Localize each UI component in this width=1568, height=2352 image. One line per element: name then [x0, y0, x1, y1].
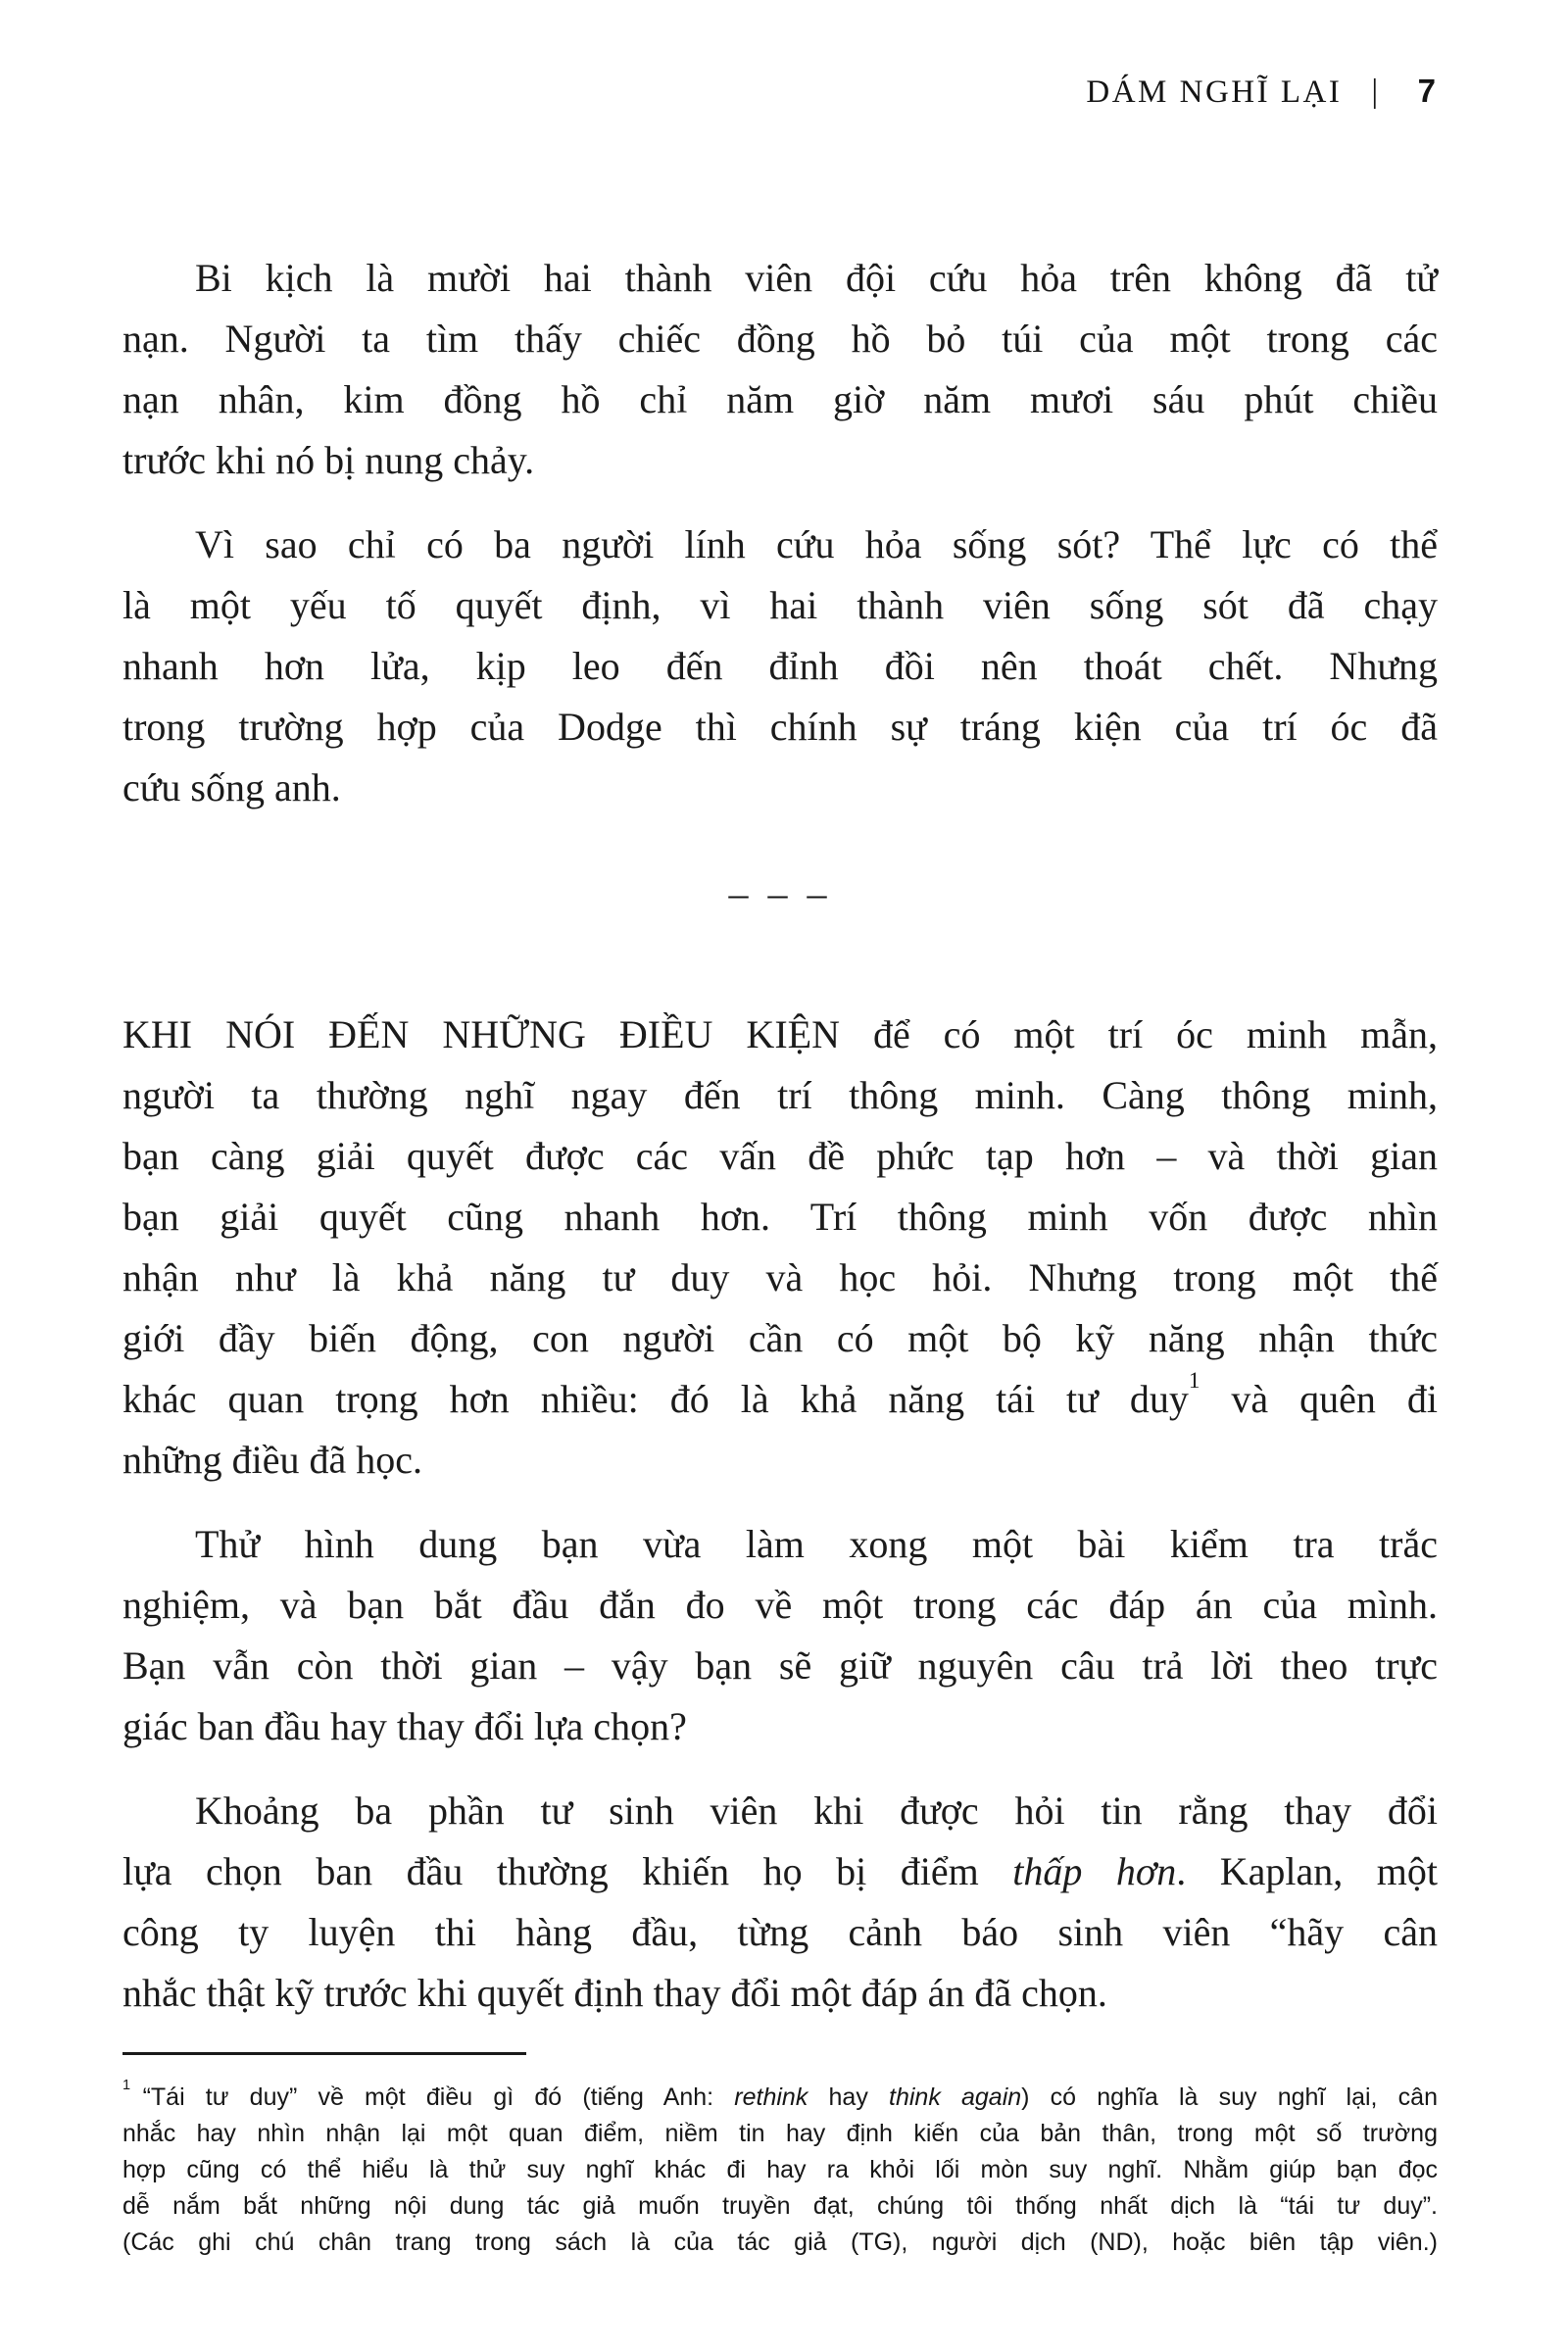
body-text-line: những điều đã học. [122, 1438, 423, 1482]
paragraph [122, 1514, 1438, 1757]
body-text-line: là một yếu tố quyết định, vì hai thành viên sống sót đã chạy [122, 583, 1438, 627]
paragraph [122, 1004, 1438, 1491]
footnote-line: (Các ghi chú chân trang trong sách là của tác giả (TG), người dịch (ND), hoặc biên tập viên.) [122, 2229, 1438, 2256]
footnote-rule [122, 2052, 526, 2055]
body-text-line: nhanh hơn lửa, kịp leo đến đỉnh đồi nên thoát chết. Nhưng [122, 644, 1438, 688]
running-head-divider: | [1371, 74, 1381, 110]
body-text-line: Khoảng ba phần tư sinh viên khi được hỏi tin rằng thay đổi [195, 1788, 1438, 1833]
page-body [122, 248, 1438, 2047]
footnote-section [122, 2052, 1438, 2261]
body-text-line: giới đầy biến động, con người cần có một bộ kỹ năng nhận thức [122, 1316, 1438, 1360]
page-number: 7 [1417, 73, 1436, 109]
body-text-line: giác ban đầu hay thay đổi lựa chọn? [122, 1704, 687, 1748]
body-text-line: khác quan trọng hơn nhiều: đó là khả năng tái tư duy$^1$ và quên đi [122, 1368, 1438, 1421]
page-header [122, 73, 1436, 111]
footnote-line: nhắc hay nhìn nhận lại một quan điểm, niềm tin hay định kiến của bản thân, trong một số trường [122, 2120, 1438, 2147]
body-text-line: nạn nhân, kim đồng hồ chỉ năm giờ năm mươi sáu phút chiều [122, 377, 1438, 421]
body-text-line: bạn giải quyết cũng nhanh hơn. Trí thông minh vốn được nhìn [122, 1195, 1438, 1239]
body-text-line: Thử hình dung bạn vừa làm xong một bài kiểm tra trắc [195, 1522, 1438, 1566]
body-text-line: Vì sao chỉ có ba người lính cứu hỏa sống sót? Thể lực có thể [195, 522, 1438, 566]
footnote-line: dễ nắm bắt những nội dung tác giả muốn truyền đạt, chúng tôi thống nhất dịch là “tái tư duy”. [122, 2192, 1438, 2220]
body-text-line: KHI NÓI ĐẾN NHỮNG ĐIỀU KIỆN để có một trí óc minh mẫn, [122, 1012, 1438, 1056]
section-divider: – – – [728, 871, 832, 915]
body-text-line: trong trường hợp của Dodge thì chính sự tráng kiện của trí óc đã [122, 705, 1438, 749]
body-text-line: nhắc thật kỹ trước khi quyết định thay đổi một đáp án đã chọn. [122, 1971, 1107, 2015]
paragraph [122, 1781, 1438, 2024]
body-text-line: Bi kịch là mười hai thành viên đội cứu hỏa trên không đã tử [195, 256, 1438, 300]
body-text-line: bạn càng giải quyết được các vấn đề phức tạp hơn – và thời gian [122, 1134, 1438, 1178]
body-text-line: công ty luyện thi hàng đầu, từng cảnh báo sinh viên “hãy cân [122, 1910, 1438, 1954]
body-text-line: nhận như là khả năng tư duy và học hỏi. Nhưng trong một thế [122, 1255, 1438, 1299]
body-text-line: cứu sống anh. [122, 765, 341, 809]
running-head-title: DÁM NGHĨ LẠI [1086, 74, 1343, 110]
paragraph [122, 514, 1438, 818]
paragraph [122, 248, 1438, 491]
body-text-line: người ta thường nghĩ ngay đến trí thông minh. Càng thông minh, [122, 1073, 1438, 1117]
body-text-line: Bạn vẫn còn thời gian – vậy bạn sẽ giữ nguyên câu trả lời theo trực [122, 1643, 1438, 1688]
body-text-line: nạn. Người ta tìm thấy chiếc đồng hồ bỏ túi của một trong các [122, 317, 1438, 361]
footnote-line: $^1$ “Tái tư duy” về một điều gì đó (tiếng Anh: rethink hay think again) có nghĩa là suy nghĩ lại, cân [122, 2078, 1438, 2111]
footnote-text [122, 2080, 1438, 2261]
body-text-line: trước khi nó bị nung chảy. [122, 438, 535, 482]
footnote-line: hợp cũng có thể hiểu là thử suy nghĩ khác đi hay ra khỏi lối mòn suy nghĩ. Nhằm giúp bạn đọc [122, 2156, 1438, 2183]
body-text-line: nghiệm, và bạn bắt đầu đắn đo về một trong các đáp án của mình. [122, 1583, 1438, 1627]
body-text-line: lựa chọn ban đầu thường khiến họ bị điểm thấp hơn. Kaplan, một [122, 1849, 1438, 1893]
